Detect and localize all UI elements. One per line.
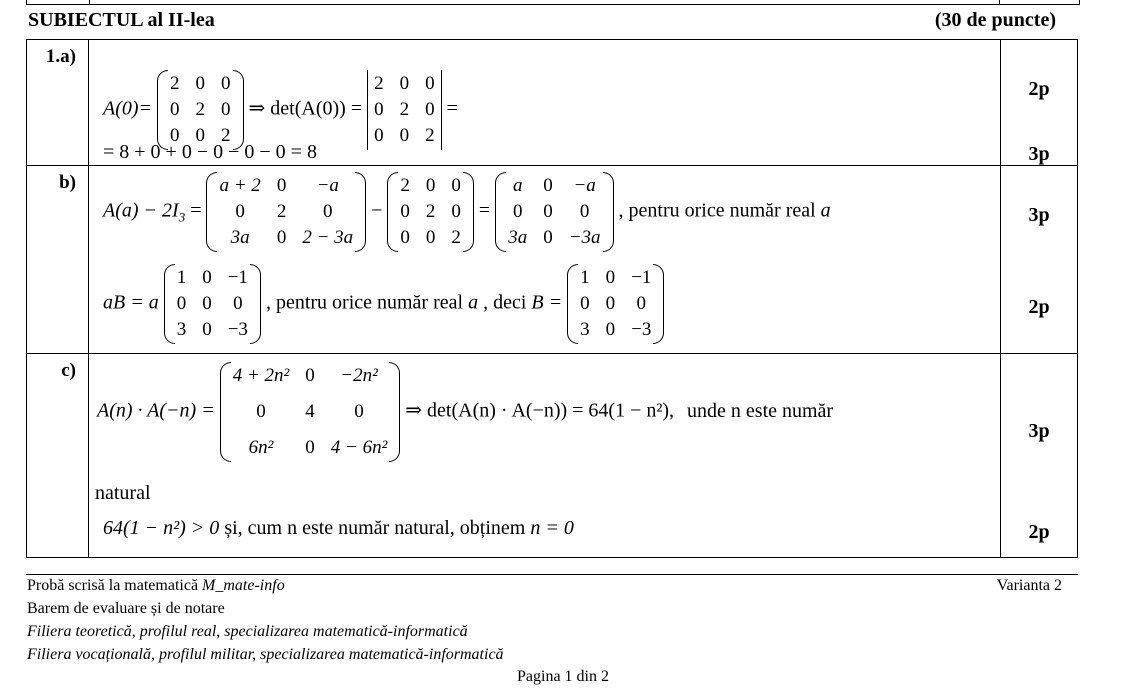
formula-line: 64(1 − n²) > 0 și, cum n este număr natural, obținem n = 0: [103, 517, 574, 539]
footer-barem: Barem de evaluare și de notare: [27, 600, 225, 617]
matrix: 4 + 2n² 0 −2n² 0 4 0 6n² 0 4 − 6n²: [220, 362, 401, 462]
determinant: 2 0 0 0 2 0 0 0 2: [367, 70, 442, 150]
matrix: 2 0 0 0 2 0 0 0 2: [387, 172, 474, 252]
formula-line: $A(a) - 2I_3$ = a + 2 0 −a 0 2 0 3a 0 2 − 3a − 2 0 0 0 2 0 0 0 2 = a 0 −a 0 0 0 3a 0 −3a , pentru orice număr real a: [103, 172, 831, 252]
points-cell: 3p: [1028, 420, 1050, 442]
table-row: [27, 354, 1078, 558]
matrix: 1 0 −1 0 0 0 3 0 −3: [164, 264, 261, 344]
points-cell: 2p: [1028, 521, 1050, 543]
formula-line: = 8 + 0 + 0 − 0 − 0 − 0 = 8: [103, 141, 317, 163]
matrix: a + 2 0 −a 0 2 0 3a 0 2 − 3a: [206, 172, 366, 252]
footer-filiera-vocationala: Filiera vocațională, profilul militar, specializarea matematică-informatică: [27, 646, 504, 663]
footer-exam-line: Probă scrisă la matematică M_mate-info: [27, 577, 285, 594]
table-row: [27, 40, 1078, 166]
formula-line: aB = a 1 0 −1 0 0 0 3 0 −3 , pentru orice număr real a , deci B = 1 0 −1 0 0 0 3 0 −3: [103, 264, 664, 344]
item-label: b): [59, 172, 76, 193]
matrix: 1 0 −1 0 0 0 3 0 −3: [567, 264, 664, 344]
top-table-edge: [26, 0, 1080, 5]
formula-line: natural: [95, 482, 151, 504]
grading-table: [26, 39, 1078, 558]
points-cell: 2p: [1028, 296, 1050, 318]
item-label: c): [61, 360, 76, 381]
section-title: SUBIECTUL al II-lea: [28, 9, 215, 31]
footer-variant: Varianta 2: [996, 577, 1062, 594]
table-row: [27, 166, 1078, 354]
page-number: Pagina 1 din 2: [517, 668, 609, 685]
footer-filiera-teoretica: Filiera teoretică, profilul real, specializarea matematică-informatică: [27, 623, 468, 640]
formula-line: A(0)= 2 0 0 0 2 0 0 0 2 ⇒ det(A(0)) = 2 0 0 0 2 0 0 0 2 =: [103, 70, 458, 150]
points-cell: 3p: [1028, 143, 1050, 165]
points-cell: 2p: [1028, 78, 1050, 100]
footer-divider: [26, 574, 1078, 575]
points-cell: 3p: [1028, 204, 1050, 226]
formula-line: A(n) · A(−n) = 4 + 2n² 0 −2n² 0 4 0 6n² 0 4 − 6n² ⇒ det(A(n) · A(−n)) = 64(1 − n²), unde n este număr: [97, 362, 833, 462]
item-label: 1.a): [45, 46, 76, 67]
section-points: (30 de puncte): [934, 9, 1056, 31]
matrix: 2 0 0 0 2 0 0 0 2: [157, 70, 244, 150]
matrix: a 0 −a 0 0 0 3a 0 −3a: [495, 172, 613, 252]
